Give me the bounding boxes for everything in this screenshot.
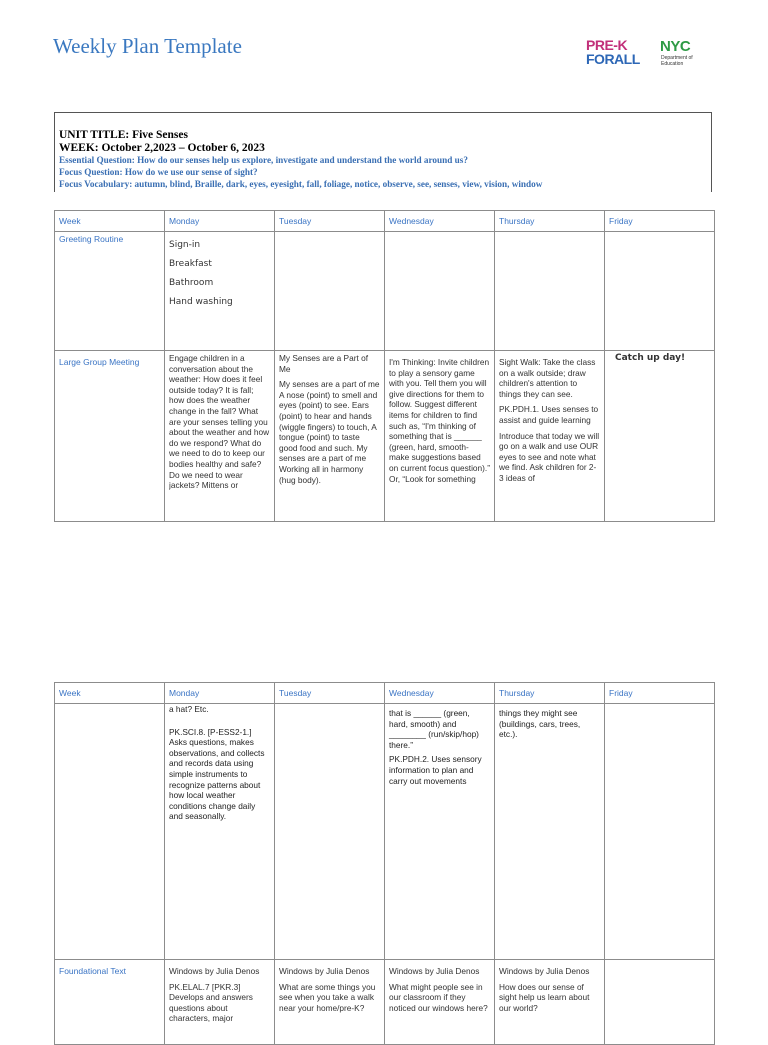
friday-catch-up: Catch up day!	[615, 353, 686, 363]
col-header-week: Week	[55, 211, 165, 232]
foundational-wednesday-cell	[385, 960, 495, 1045]
continued-label-cell	[55, 704, 165, 960]
foundational-monday-cell	[165, 960, 275, 1045]
col-header-monday: Monday	[165, 683, 275, 704]
table-header-row	[55, 211, 715, 232]
foundational-friday-cell	[605, 960, 715, 1045]
continued-monday-cell	[165, 704, 275, 960]
row-label-large-group: Large Group Meeting	[55, 351, 165, 522]
monday-continued-text: a hat? Etc.	[169, 704, 209, 714]
wednesday-book-title: Windows by Julia Denos	[389, 966, 480, 976]
essential-question: Essential Question: How do our senses help us explore, investigate and understand the world around us?	[59, 155, 468, 165]
col-header-wednesday: Wednesday	[385, 211, 495, 232]
wednesday-standard: PK.PDH.2. Uses sensory information to plan and carry out movements	[389, 754, 482, 786]
greeting-friday-cell	[605, 232, 715, 351]
col-header-monday: Monday	[165, 211, 275, 232]
logo-forall-text: FORALL	[586, 51, 640, 67]
greeting-monday-cell	[165, 232, 275, 351]
thursday-question: How does our sense of sight help us learn about our world?	[499, 981, 590, 1013]
unit-info-box	[54, 112, 712, 192]
monday-science-standard: PK.SCI.8. [P-ESS2-1.] Asks questions, makes observations, and collects and records data using simple instruments to recognize patterns about how local weather conditions change daily and seasonally.	[169, 726, 265, 822]
foundational-tuesday-cell	[275, 960, 385, 1045]
large-group-monday-cell	[165, 351, 275, 522]
col-header-friday: Friday	[605, 683, 715, 704]
logo-prek-text: PRE-K	[586, 37, 628, 53]
focus-vocabulary: Focus Vocabulary: autumn, blind, Braille, dark, eyes, eyesight, fall, foliage, notice, observe, see, senses, view, vision, window	[59, 179, 543, 190]
table-row-continued	[55, 704, 715, 960]
unit-title: UNIT TITLE: Five Senses	[59, 129, 188, 141]
row-label-greeting: Greeting Routine	[55, 232, 165, 351]
thursday-continued-text: things they might see (buildings, cars, trees, etc.).	[499, 708, 581, 740]
greeting-wednesday-cell	[385, 232, 495, 351]
continued-tuesday-cell	[275, 704, 385, 960]
greeting-tuesday-cell	[275, 232, 385, 351]
foundational-thursday-cell	[495, 960, 605, 1045]
greeting-item: Breakfast	[169, 259, 212, 269]
tuesday-book-title: Windows by Julia Denos	[279, 966, 370, 976]
large-group-tuesday-cell	[275, 351, 385, 522]
tuesday-song-title: My Senses are a Part of Me	[279, 353, 369, 374]
col-header-thursday: Thursday	[495, 683, 605, 704]
greeting-item: Sign-in	[169, 240, 201, 250]
greeting-item: Bathroom	[169, 278, 214, 288]
large-group-monday-text: Engage children in a conversation about the weather: How does it feel outside today? It is fall; how does the weather change in the fall? What are your senses telling you about the weather and how do we respond? What do we need to do to keep our bodies healthy and safe? Do we need to wear jackets? Mittens or	[169, 353, 270, 491]
greeting-thursday-cell	[495, 232, 605, 351]
logo-nyc-text: NYC	[660, 38, 691, 55]
wednesday-continued-text: that is ______ (green, hard, smooth) and ________ (run/skip/hop) there.”	[389, 708, 479, 750]
col-header-friday: Friday	[605, 211, 715, 232]
page-title: Weekly Plan Template	[53, 34, 242, 58]
wednesday-question: What might people see in our classroom if they noticed our windows here?	[389, 981, 488, 1013]
thursday-intro: Introduce that today we will go on a walk and use OUR eyes to see and note what we find. Ask children for 2-3 ideas of	[499, 430, 600, 483]
large-group-wednesday-text: I'm Thinking: Invite children to play a sensory game with you. Tell them you will give directions for them to follow. Suggest different items for children to find such as, “I'm thinking of something that is ______ (green, hard, smooth- make suggestions based on current focus question).” Or, “Look for something	[389, 357, 490, 484]
large-group-thursday-cell	[495, 351, 605, 522]
continued-friday-cell	[605, 704, 715, 960]
col-header-wednesday: Wednesday	[385, 683, 495, 704]
weekly-plan-table-1	[54, 210, 715, 522]
thursday-sight-walk: Sight Walk: Take the class on a walk outside; draw children's attention to things they can see.	[499, 357, 596, 399]
prek-for-all-logo	[586, 38, 648, 68]
focus-question: Focus Question: How do we use our sense of sight?	[59, 167, 258, 178]
table-header-row	[55, 683, 715, 704]
thursday-book-title: Windows by Julia Denos	[499, 966, 590, 976]
tuesday-question: What are some things you see when you take a walk near your home/pre-K?	[279, 981, 376, 1013]
continued-thursday-cell	[495, 704, 605, 960]
col-header-tuesday: Tuesday	[275, 211, 385, 232]
row-label-foundational: Foundational Text	[55, 960, 165, 1045]
large-group-friday-cell	[605, 351, 715, 522]
tuesday-song-body: My senses are a part of me A nose (point) to smell and eyes (point) to see. Ears (point) to hear and hands (wiggle fingers) to touch, A tongue (point) to taste good food and such. My senses are a part of me Working all in harmony (hug body).	[279, 379, 380, 485]
col-header-tuesday: Tuesday	[275, 683, 385, 704]
nyc-doe-logo	[660, 39, 708, 69]
continued-wednesday-cell	[385, 704, 495, 960]
thursday-standard: PK.PDH.1. Uses senses to assist and guide learning	[499, 404, 599, 425]
monday-ela-standard: PK.ELAL.7 [PKR.3] Develops and answers questions about characters, major	[169, 981, 253, 1024]
unit-week: WEEK: October 2,2023 – October 6, 2023	[59, 141, 265, 154]
weekly-plan-table-2	[54, 682, 715, 1045]
large-group-wednesday-cell	[385, 351, 495, 522]
table-row-large-group	[55, 351, 715, 522]
col-header-thursday: Thursday	[495, 211, 605, 232]
greeting-item: Hand washing	[169, 297, 233, 307]
monday-book-title: Windows by Julia Denos	[169, 966, 260, 976]
table-row-foundational	[55, 960, 715, 1045]
col-header-week: Week	[55, 683, 165, 704]
logo-doe-text: Department of Education	[661, 55, 693, 67]
table-row-greeting	[55, 232, 715, 351]
